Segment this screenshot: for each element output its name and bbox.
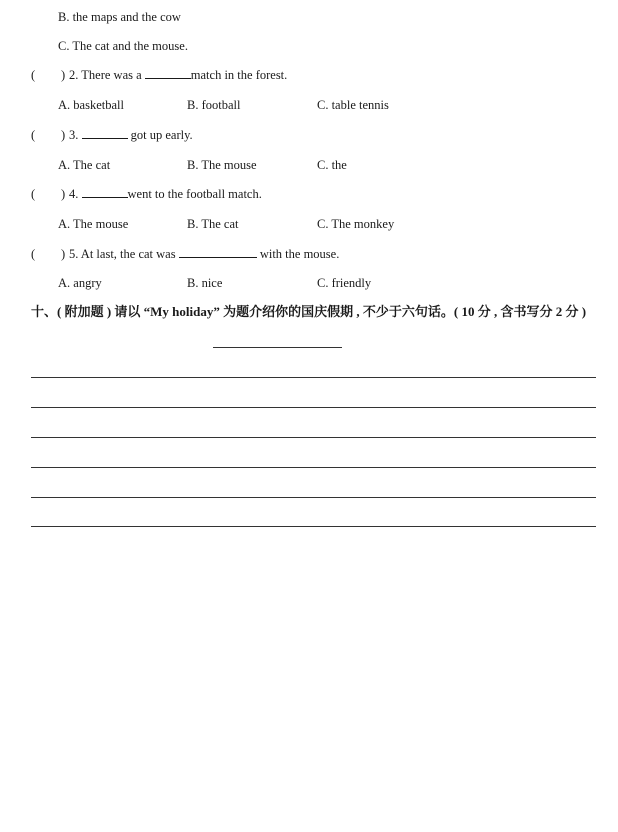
fill-blank[interactable]	[179, 246, 257, 258]
fill-blank[interactable]	[145, 67, 191, 79]
answer-paren-close: )	[61, 247, 66, 261]
option-c: C. friendly	[317, 276, 372, 290]
q1-option-c: C. The cat and the mouse.	[58, 39, 188, 53]
question-2-stem	[69, 67, 287, 83]
answer-paren-close: )	[61, 128, 66, 142]
question-5-stem	[69, 246, 339, 262]
writing-line[interactable]	[31, 467, 596, 468]
option-c: C. The monkey	[317, 217, 395, 231]
section-10-heading: 十、( 附加题 ) 请以 “My holiday” 为题介绍你的国庆假期 , 不少于六句话。( 10 分 , 含书写分 2 分 )	[31, 304, 587, 319]
answer-paren-open[interactable]: (	[31, 247, 36, 261]
answer-paren-open[interactable]: (	[31, 68, 36, 82]
question-text: 5. At last, the cat was	[69, 247, 179, 261]
question-text: went to the football match.	[127, 187, 262, 201]
option-a: A. basketball	[58, 98, 124, 112]
writing-line[interactable]	[31, 407, 596, 408]
writing-line[interactable]	[31, 437, 596, 438]
answer-paren-open[interactable]: (	[31, 128, 36, 142]
question-text: got up early.	[127, 128, 193, 142]
option-b: B. The mouse	[187, 158, 257, 172]
q1-option-b: B. the maps and the cow	[58, 10, 181, 24]
answer-paren-close: )	[61, 68, 66, 82]
question-3-stem	[69, 127, 193, 143]
option-a: A. angry	[58, 276, 102, 290]
writing-line[interactable]	[31, 526, 596, 527]
question-text: match in the forest.	[190, 68, 288, 82]
answer-paren-close: )	[61, 187, 66, 201]
question-text: 3.	[69, 128, 82, 142]
option-a: A. The cat	[58, 158, 111, 172]
title-blank-line[interactable]	[213, 347, 342, 348]
question-4-stem	[69, 186, 262, 202]
fill-blank[interactable]	[82, 186, 128, 198]
option-c: C. table tennis	[317, 98, 389, 112]
question-text: 2. There was a	[69, 68, 145, 82]
fill-blank[interactable]	[82, 127, 128, 139]
option-c: C. the	[317, 158, 347, 172]
answer-paren-open[interactable]: (	[31, 187, 36, 201]
option-b: B. football	[187, 98, 241, 112]
question-text: with the mouse.	[256, 247, 340, 261]
writing-line[interactable]	[31, 497, 596, 498]
option-b: B. The cat	[187, 217, 239, 231]
writing-line[interactable]	[31, 377, 596, 378]
option-b: B. nice	[187, 276, 223, 290]
question-text: 4.	[69, 187, 82, 201]
option-a: A. The mouse	[58, 217, 129, 231]
